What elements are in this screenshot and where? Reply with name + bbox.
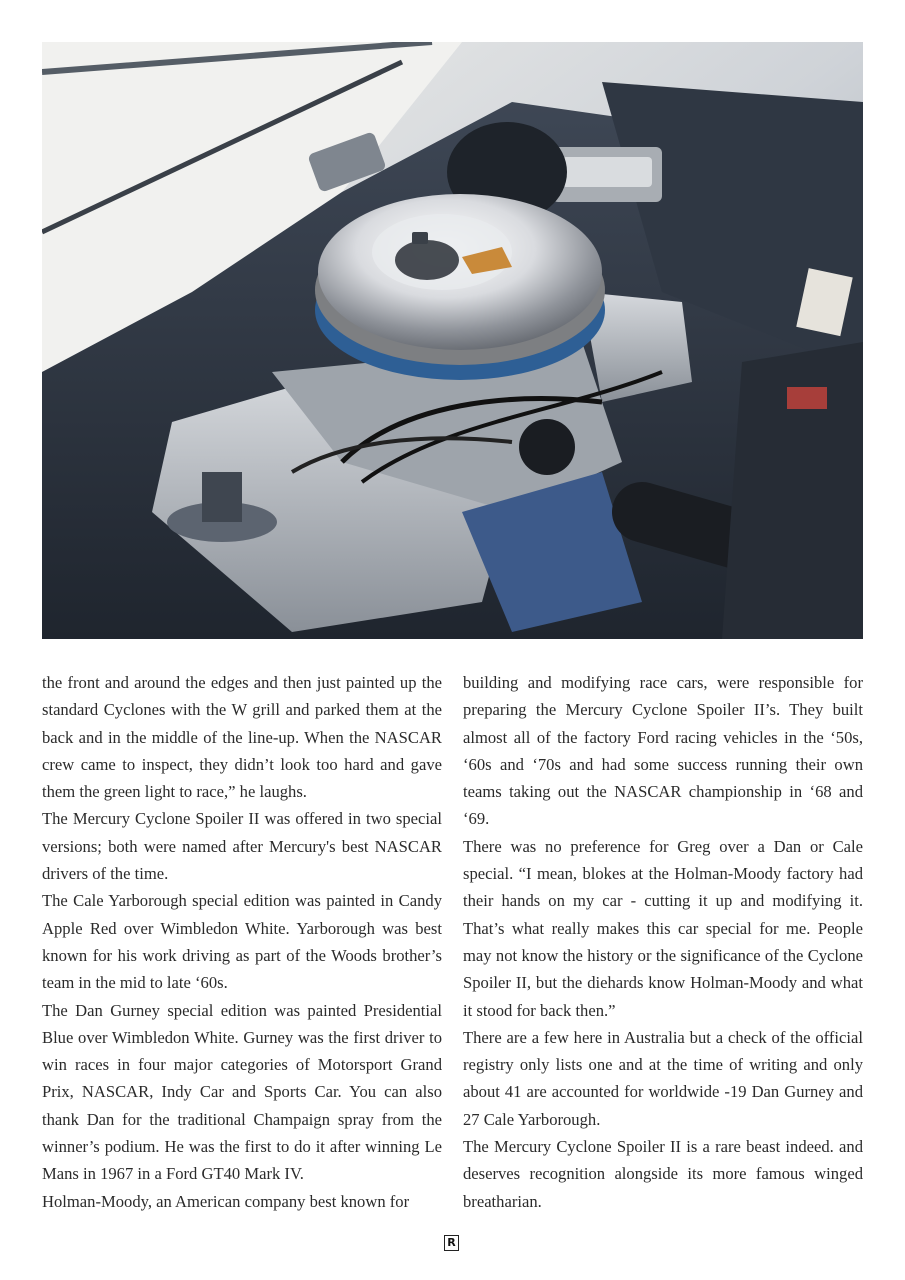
paragraph: The Mercury Cyclone Spoiler II was offered in two special versions; both were named after Mercury's best NASCAR drivers of the time.	[42, 809, 442, 884]
paragraph: The Dan Gurney special edition was painted Presidential Blue over Wimbledon White. Gurney was the first driver to win races in four major categories of Motorsport Grand Prix, NASCAR, Indy Car and Sports Car. You can also thank Dan for the traditional Champaign spray from the winner’s podium. He was the first to do it after winning Le Mans in 1967 in a Ford GT40 Mark IV.	[42, 1000, 442, 1184]
article-column-left	[42, 669, 442, 1215]
article-column-right	[463, 669, 863, 1215]
paragraph: The Cale Yarborough special edition was painted in Candy Apple Red over Wimbledon White. Yarborough was best known for his work driving as part of the Woods brother’s team in the mid to late ‘60s.	[42, 891, 442, 993]
engine-photo	[42, 42, 863, 639]
magazine-logo-icon: R	[444, 1235, 459, 1251]
paragraph: Holman-Moody, an American company best known for	[42, 1191, 410, 1211]
article-columns	[42, 669, 863, 1215]
paragraph: There was no preference for Greg over a Dan or Cale special. “I mean, blokes at the Holman-Moody factory had their hands on my car - cutting it up and modifying it. That’s what really makes this car special for me. People may not know the history or the significance of the Cyclone Spoiler II, but the diehards know Holman-Moody and what it stood for back then.”	[463, 836, 863, 1020]
paragraph: There are a few here in Australia but a check of the official registry only lists one and at the time of writing and only about 41 are accounted for worldwide -19 Dan Gurney and 27 Cale Yarborough.	[463, 1027, 863, 1129]
paragraph: The Mercury Cyclone Spoiler II is a rare beast indeed. and deserves recognition alongside its more famous winged breatharian.	[463, 1137, 863, 1211]
paragraph: building and modifying race cars, were responsible for preparing the Mercury Cyclone Spoiler II’s. They built almost all of the factory Ford racing vehicles in the ‘50s, ‘60s and ‘70s and had some success running their own teams taking out the NASCAR championship in ‘68 and ‘69.	[463, 673, 863, 829]
paragraph: the front and around the edges and then just painted up the standard Cyclones with the W grill and parked them at the back and in the middle of the line-up. When the NASCAR crew came to inspect, they didn’t look too hard and gave them the green light to race,” he laughs.	[42, 673, 442, 802]
engine-illustration	[42, 42, 863, 639]
